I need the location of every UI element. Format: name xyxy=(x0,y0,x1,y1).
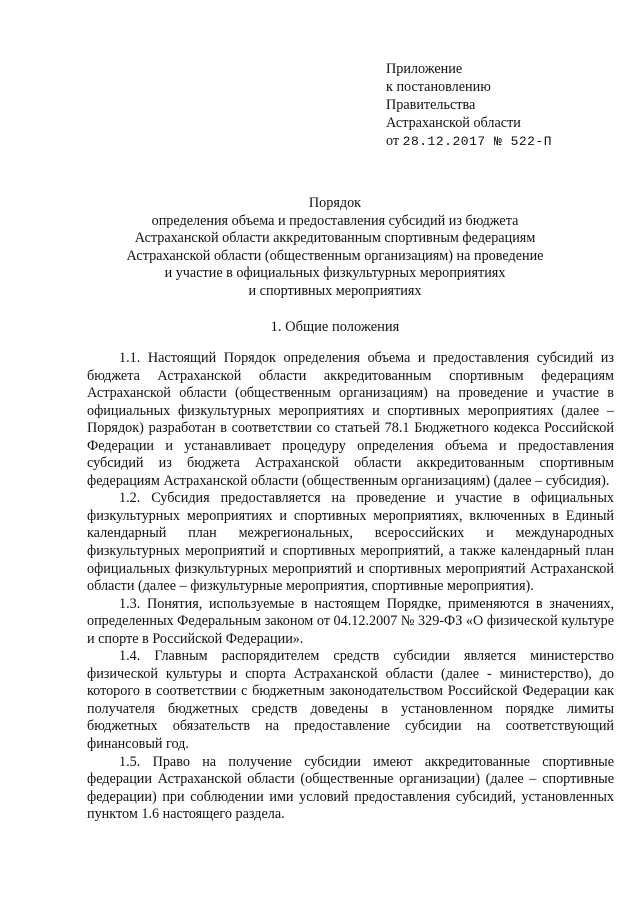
title-line: Порядок xyxy=(308,195,362,211)
title-line: и участие в официальных физкультурных мероприятиях xyxy=(164,265,506,282)
resolution-number: 28.12.2017 № 522-П xyxy=(402,134,553,149)
appendix-line: Астраханской области xyxy=(386,115,521,131)
section-body xyxy=(87,350,614,824)
paragraph-1-3: 1.3. Понятия, используемые в настоящем Порядке, применяются в значениях, определенных Федеральным законом от 04.12.2007 № 329-ФЗ «О физической культуре и спорте в Российской Федерации». xyxy=(87,595,614,647)
document-title xyxy=(100,195,570,301)
resolution-number-prefix: от xyxy=(386,133,400,149)
appendix-line: Правительства xyxy=(386,97,476,113)
appendix-line: Приложение xyxy=(386,61,463,77)
title-line: Астраханской области аккредитованным спортивным федерациям xyxy=(134,230,536,247)
paragraph-1-4: 1.4. Главным распорядителем средств субсидии является министерство физической культуры и спорта Астраханской области (далее - министерство), до которого в соответствии с бюджетным законодательством Российской Федерации как получателя бюджетных средств доведены в установленном порядке лимиты бюджетных обязательств на предоставление субсидии на соответствующий финансовый год. xyxy=(87,648,614,753)
paragraph-1-5: 1.5. Право на получение субсидии имеют аккредитованные спортивные федерации Астраханской области (общественные организации) (далее – спортивные федерации) при соблюдении ими условий предоставления субсидий, установленных пунктом 1.6 настоящего раздела. xyxy=(87,753,614,823)
title-line: определения объема и предоставления субсидий из бюджета xyxy=(151,212,519,229)
appendix-line: к постановлению xyxy=(386,79,491,95)
section-heading: 1. Общие положения xyxy=(270,319,400,335)
resolution-number-line xyxy=(386,132,626,151)
appendix-block xyxy=(386,60,626,151)
paragraph-1-1: 1.1. Настоящий Порядок определения объема и предоставления субсидий из бюджета Астраханской области аккредитованным спортивным федерациям Астраханской области (общественным организациям) на проведение и участие в официальных физкультурных мероприятиях и спортивных мероприятиях (далее – Порядок) разработан в соответствии со статьей 78.1 Бюджетного кодекса Российской Федерации и устанавливает процедуру определения объема и предоставления субсидий из бюджета Астраханской области аккредитованным спортивным федерациям Астраханской области (общественным организациям) (далее – субсидия). xyxy=(87,350,614,489)
title-line: Астраханской области (общественным организациям) на проведение xyxy=(126,247,544,264)
title-line: и спортивных мероприятиях xyxy=(248,282,422,299)
paragraph-1-2: 1.2. Субсидия предоставляется на проведение и участие в официальных физкультурных мероприятиях и спортивных мероприятиях, включенных в Единый календарный план межрегиональных, всероссийских и международных физкультурных мероприятий и спортивных мероприятий, а также календарный план официальных физкультурных мероприятий и спортивных мероприятий Астраханской области (далее – физкультурные мероприятия, спортивные мероприятия). xyxy=(87,490,614,595)
